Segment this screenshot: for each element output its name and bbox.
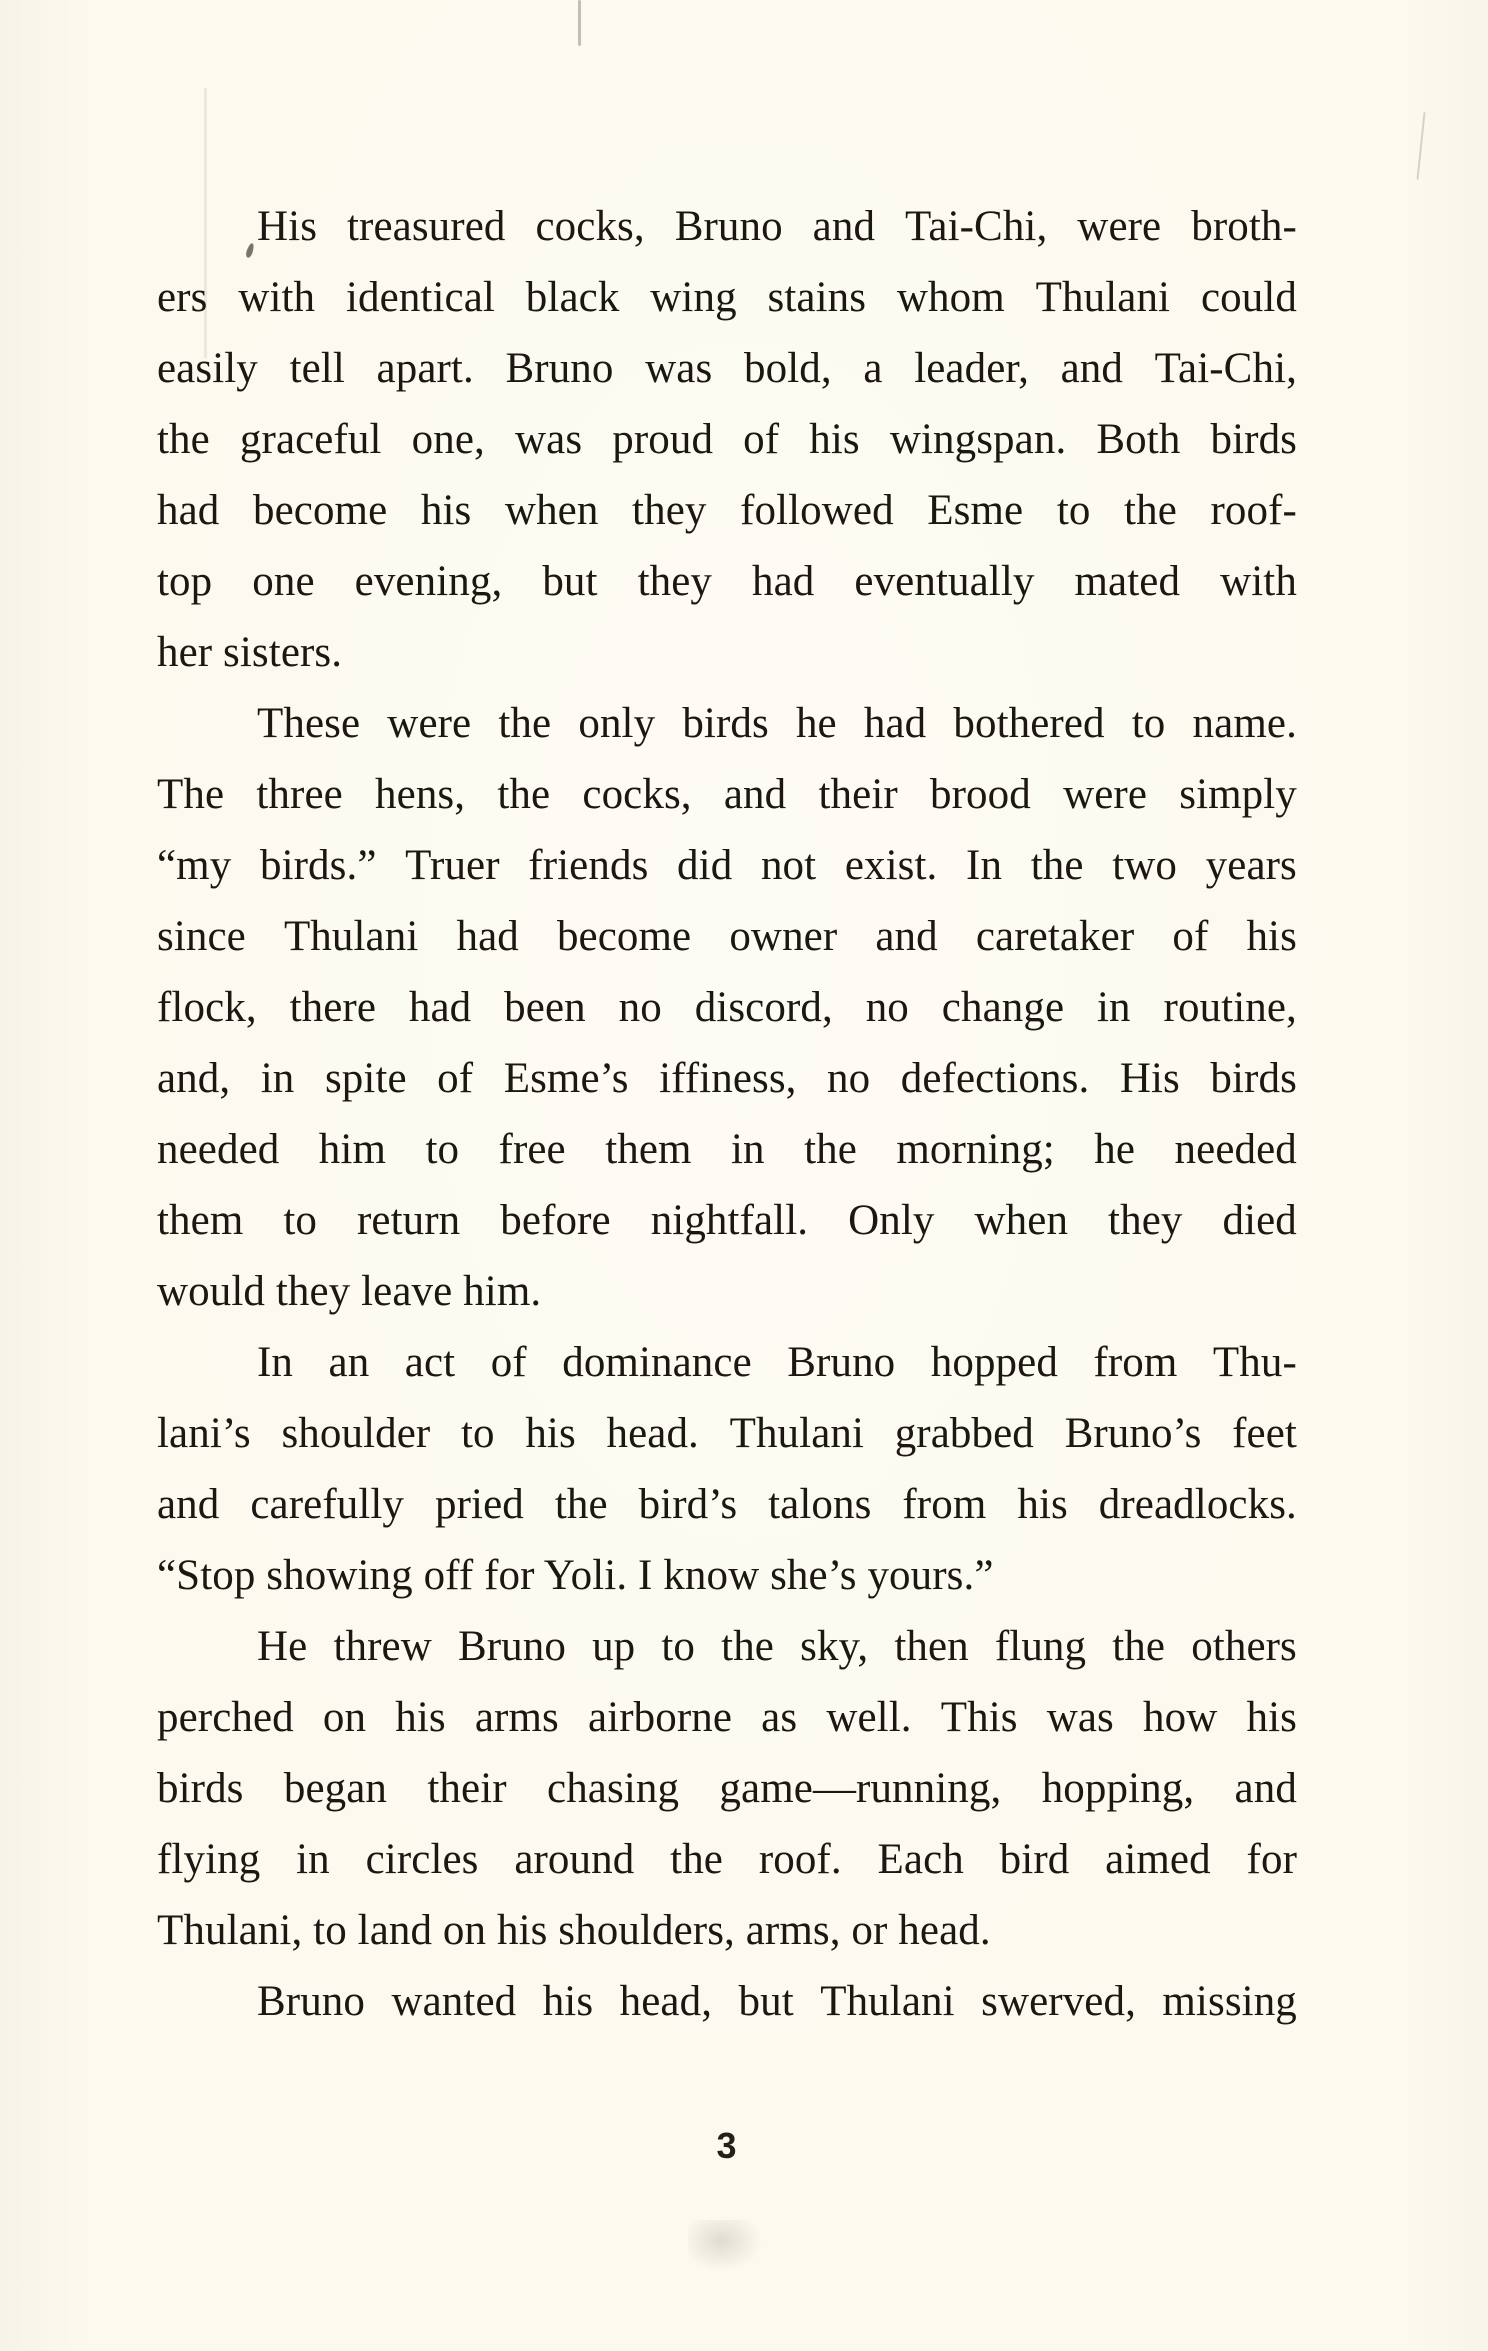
- text-line: them to return before nightfall. Only when they died: [157, 1197, 1297, 1244]
- text-line: and carefully pried the bird’s talons from his dreadlocks.: [157, 1481, 1297, 1528]
- text-line: perched on his arms airborne as well. This was how his: [157, 1694, 1297, 1741]
- text-line: had become his when they followed Esme to the roof-: [157, 487, 1297, 534]
- text-line: ers with identical black wing stains whom Thulani could: [157, 274, 1297, 321]
- text-line: He threw Bruno up to the sky, then flung the others: [257, 1623, 1297, 1670]
- page-number: 3: [716, 2125, 738, 2166]
- text-line: needed him to free them in the morning; he needed: [157, 1126, 1297, 1173]
- paragraph: [157, 191, 1297, 688]
- text-line: “my birds.” Truer friends did not exist. In the two years: [157, 842, 1297, 889]
- text-line: Thulani, to land on his shoulders, arms, or head.: [157, 1907, 991, 1954]
- scan-artifact-hairline: [578, 0, 581, 46]
- text-line: His treasured cocks, Bruno and Tai-Chi, were broth-: [257, 203, 1297, 250]
- text-line: flying in circles around the roof. Each bird aimed for: [157, 1836, 1297, 1883]
- paragraph: [157, 1966, 1297, 2037]
- scan-artifact-hairline: [1416, 112, 1425, 180]
- text-line: her sisters.: [157, 629, 343, 676]
- text-line: flock, there had been no discord, no change in routine,: [157, 984, 1297, 1031]
- text-line: lani’s shoulder to his head. Thulani grabbed Bruno’s feet: [157, 1410, 1297, 1457]
- text-line: would they leave him.: [157, 1268, 542, 1315]
- text-line: easily tell apart. Bruno was bold, a leader, and Tai-Chi,: [157, 345, 1297, 392]
- text-line: The three hens, the cocks, and their brood were simply: [157, 771, 1297, 818]
- text-line: since Thulani had become owner and caretaker of his: [157, 913, 1297, 960]
- text-line: These were the only birds he had bothered to name.: [257, 700, 1297, 747]
- paragraph: [157, 688, 1297, 1327]
- text-line: “Stop showing off for Yoli. I know she’s yours.”: [157, 1552, 994, 1599]
- text-line: and, in spite of Esme’s iffiness, no defections. His birds: [157, 1055, 1297, 1102]
- text-line: In an act of dominance Bruno hopped from Thu-: [257, 1339, 1297, 1386]
- paragraph: [157, 1611, 1297, 1966]
- text-line: the graceful one, was proud of his wingspan. Both birds: [157, 416, 1297, 463]
- text-line: top one evening, but they had eventually mated with: [157, 558, 1297, 605]
- body-text: [157, 191, 1297, 2037]
- scan-artifact-smudge: [688, 2220, 762, 2272]
- text-line: Bruno wanted his head, but Thulani swerved, missing: [257, 1978, 1297, 2025]
- text-line: birds began their chasing game—running, hopping, and: [157, 1765, 1297, 1812]
- paragraph: [157, 1327, 1297, 1611]
